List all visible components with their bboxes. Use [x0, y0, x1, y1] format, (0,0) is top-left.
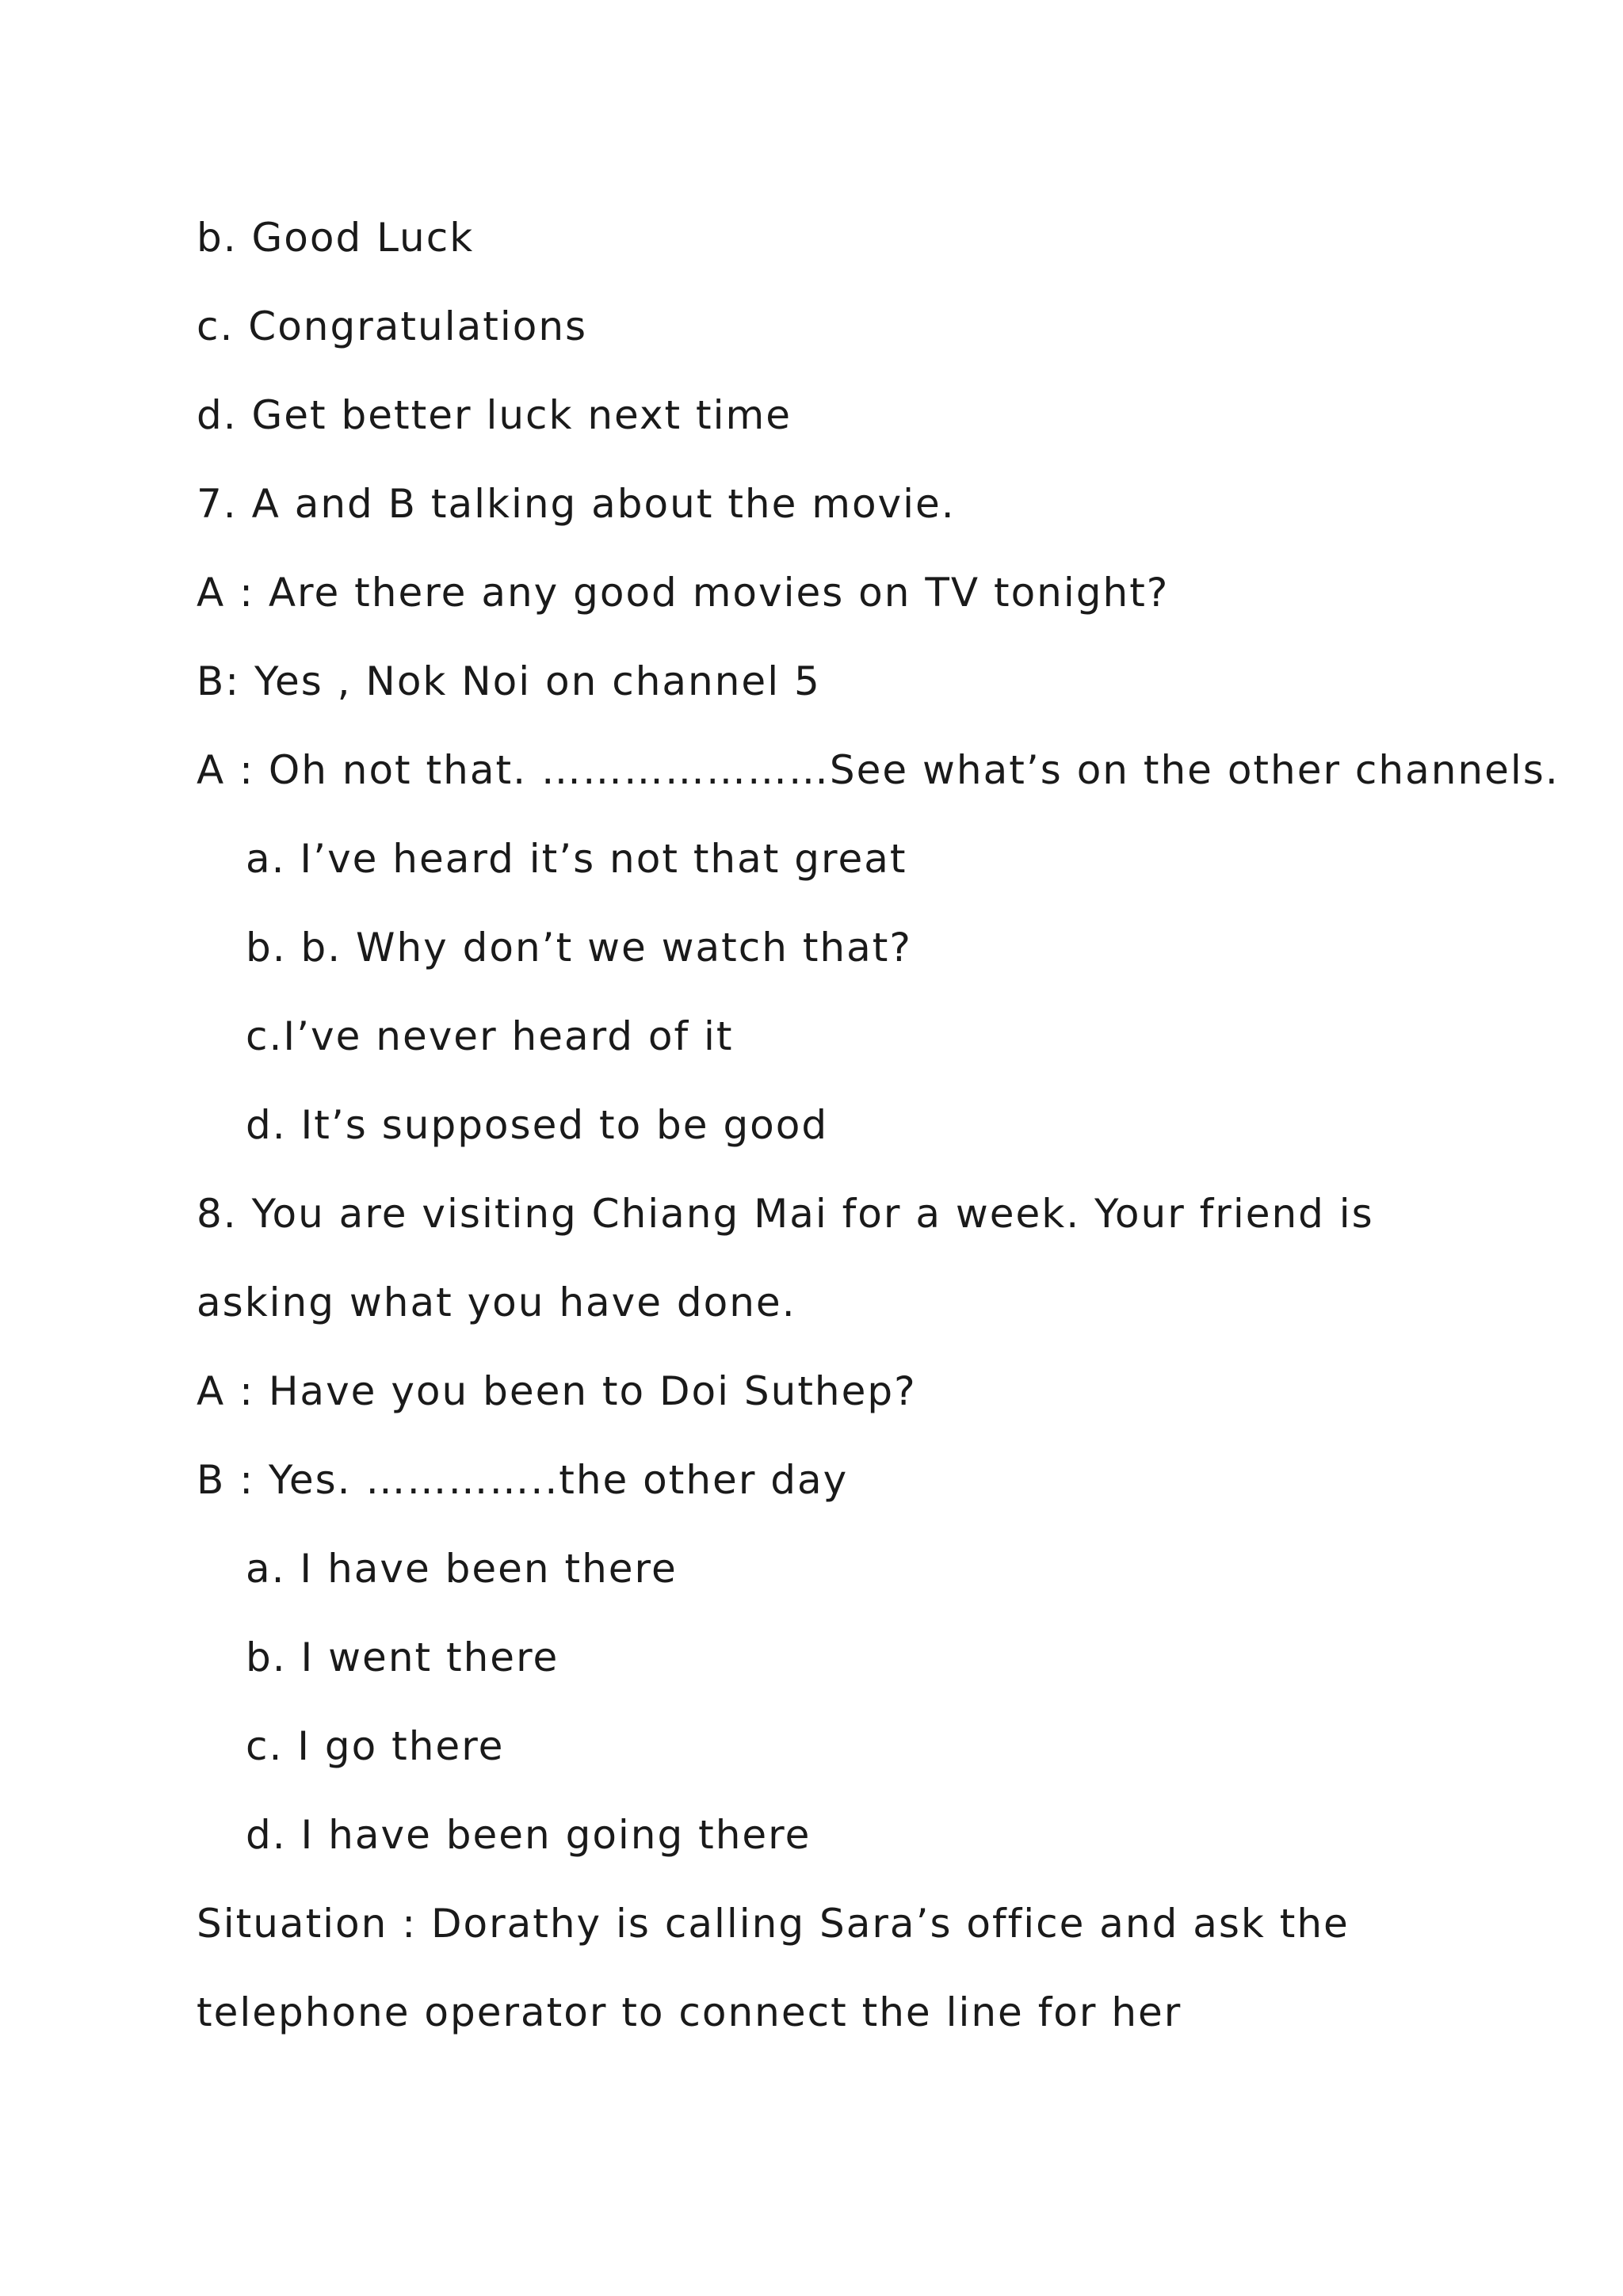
q8-option-b: b. I went there: [246, 1634, 559, 1680]
q7-option-b: b. b. Why don’t we watch that?: [246, 925, 912, 971]
q7-option-d: d. It’s supposed to be good: [246, 1102, 829, 1148]
option-c-congratulations: c. Congratulations: [197, 303, 588, 349]
q8-option-c: c. I go there: [246, 1723, 505, 1769]
dialogue-line-b-1: B: Yes , Nok Noi on channel 5: [197, 658, 821, 704]
situation-text-cont: telephone operator to connect the line for her: [197, 1989, 1182, 2035]
option-b-good-luck: b. Good Luck: [197, 215, 475, 261]
option-d-better-luck: d. Get better luck next time: [197, 392, 792, 438]
q8-option-d: d. I have been going there: [246, 1812, 812, 1858]
dialogue-line-a-2: A : Oh not that. …………………See what’s on the other channels.: [197, 747, 1560, 793]
dialogue-line-a-3: A : Have you been to Doi Suthep?: [197, 1368, 917, 1414]
q8-option-a: a. I have been there: [246, 1546, 678, 1592]
question-7-heading: 7. A and B talking about the movie.: [197, 481, 956, 527]
dialogue-line-b-2: B : Yes. …………..the other day: [197, 1457, 849, 1503]
q7-option-c: c.I’ve never heard of it: [246, 1013, 734, 1059]
situation-text: Situation : Dorathy is calling Sara’s office and ask the: [197, 1901, 1350, 1947]
dialogue-line-a-1: A : Are there any good movies on TV tonight?: [197, 570, 1170, 616]
question-8-heading: 8. You are visiting Chiang Mai for a week. Your friend is: [197, 1191, 1374, 1237]
question-8-heading-cont: asking what you have done.: [197, 1280, 796, 1325]
q7-option-a: a. I’ve heard it’s not that great: [246, 836, 907, 882]
